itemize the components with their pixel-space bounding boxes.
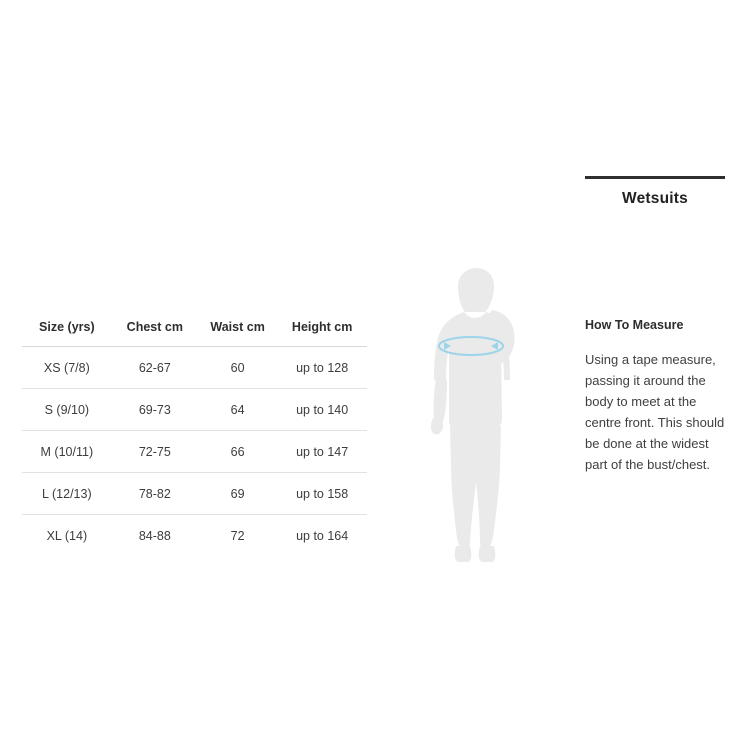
table-row <box>22 347 367 389</box>
divider <box>585 176 725 179</box>
column-header-height: Height cm <box>277 308 367 347</box>
person-chest-measure-illustration-icon <box>400 268 550 568</box>
cell-height: up to 158 <box>296 486 349 501</box>
size-chart <box>22 308 367 556</box>
table-row <box>22 473 367 515</box>
column-header-size: Size (yrs) <box>22 308 112 347</box>
cell-chest: 69-73 <box>138 402 171 417</box>
cell-size: XL (14) <box>46 528 88 543</box>
how-to-measure-title: How To Measure <box>585 318 684 332</box>
table-row <box>22 515 367 557</box>
size-table-head <box>22 308 367 347</box>
cell-size: XS (7/8) <box>43 360 90 375</box>
cell-waist: 60 <box>230 360 245 375</box>
wetsuits-heading-block <box>585 176 725 208</box>
cell-height: up to 128 <box>296 360 349 375</box>
table-header-row <box>22 308 367 347</box>
cell-waist: 69 <box>230 486 245 501</box>
cell-chest: 62-67 <box>138 360 171 375</box>
how-to-measure-body: Using a tape measure, passing it around the body to meet at the centre front. This should be done at the widest part of the bust/chest. <box>585 352 725 472</box>
how-to-measure-block <box>585 318 727 475</box>
cell-size: L (12/13) <box>42 486 92 501</box>
page-title: Wetsuits <box>622 190 688 207</box>
cell-chest: 78-82 <box>138 486 171 501</box>
size-table <box>22 308 367 556</box>
cell-size: M (10/11) <box>40 444 94 459</box>
cell-size: S (9/10) <box>44 402 90 417</box>
cell-waist: 64 <box>230 402 245 417</box>
column-header-waist: Waist cm <box>198 308 277 347</box>
cell-height: up to 164 <box>296 528 349 543</box>
cell-height: up to 147 <box>296 444 349 459</box>
table-row <box>22 431 367 473</box>
cell-waist: 66 <box>230 444 245 459</box>
column-header-chest: Chest cm <box>112 308 198 347</box>
cell-waist: 72 <box>230 528 245 543</box>
cell-chest: 72-75 <box>138 444 171 459</box>
cell-chest: 84-88 <box>138 528 171 543</box>
cell-height: up to 140 <box>296 402 349 417</box>
table-row <box>22 389 367 431</box>
size-table-body <box>22 347 367 557</box>
